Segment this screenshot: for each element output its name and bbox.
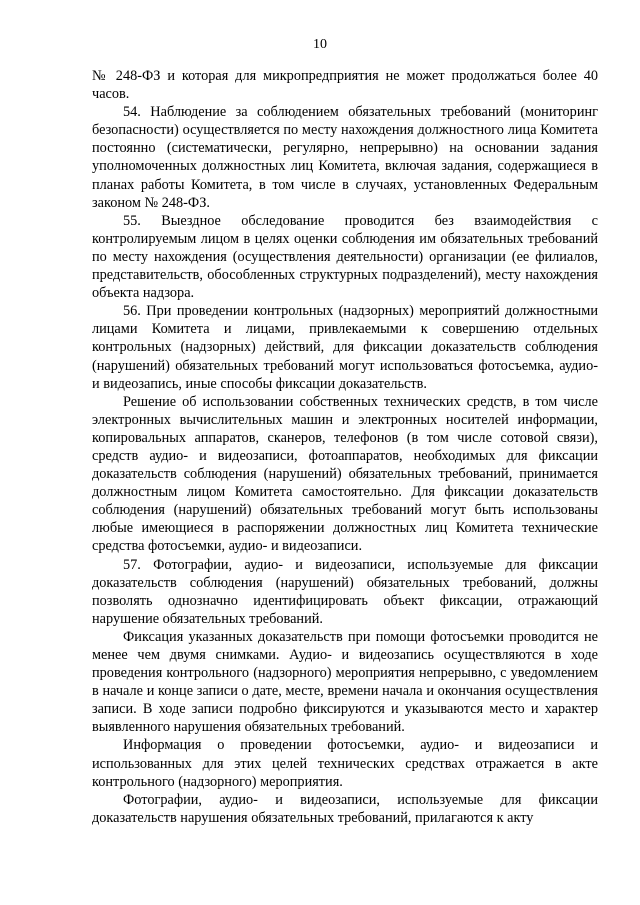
paragraph-photo-fixation: Фиксация указанных доказательств при помощи фотосъемки проводится не менее чем двумя снимками. Аудио- и видеозапись осуществляются в ходе проведения контрольного (надзорного) мероприятия непрерывно, с уведомлением в начале и конце записи о дате, месте, времени начала и окончания осуществления записи. В ходе записи подробно фиксируются и указываются место и характер выявленного нарушения обязательных требований. bbox=[92, 628, 598, 736]
paragraph-continuation: № 248-ФЗ и которая для микропредприятия не может продолжаться более 40 часов. bbox=[92, 68, 598, 103]
paragraph-technical-means: Решение об использовании собственных технических средств, в том числе электронных вычислительных машин и электронных носителей информации, копировальных аппаратов, сканеров, телефонов (в том числе сотовой связи), средств аудио- и видеозаписи, фотоаппаратов, необходимых для фиксации доказательств соблюдения (нарушений) обязательных требований, принимается должностным лицом Комитета самостоятельно. Для фиксации доказательств соблюдения (нарушений) обязательных требований могут быть использованы любые имеющиеся в распоряжении должностных лиц Комитета технические средства фотосъемки, аудио- и видеозаписи. bbox=[92, 393, 598, 555]
document-body bbox=[92, 67, 598, 827]
paragraph-act-information: Информация о проведении фотосъемки, аудио- и видеозаписи и использованных для этих целей технических средствах отражается в акте контрольного (надзорного) мероприятия. bbox=[92, 737, 598, 790]
paragraph-54-monitoring: 54. Наблюдение за соблюдением обязательных требований (мониторинг безопасности) осуществляется по месту нахождения должностного лица Комитета постоянно (систематически, регулярно, непрерывно) на основании задания уполномоченных должностных лиц Комитета, включая задания, содержащиеся в планах работы Комитета, в том числе в случаях, установленных Федеральным законом № 248-ФЗ. bbox=[92, 104, 598, 211]
paragraph-55-field-inspection: 55. Выездное обследование проводится без взаимодействия с контролируемым лицом в целях оценки соблюдения им обязательных требований по месту нахождения (осуществления деятельности) организации (ее филиалов, представительств, обособленных структурных подразделений), месту нахождения объекта надзора. bbox=[92, 212, 598, 302]
paragraph-57-photo-video: 57. Фотографии, аудио- и видеозаписи, используемые для фиксации доказательств соблюдения (нарушений) обязательных требований, должны позволять однозначно идентифицировать объект фиксации, отражающий нарушение обязательных требований. bbox=[92, 556, 598, 627]
paragraph-attachments: Фотографии, аудио- и видеозаписи, используемые для фиксации доказательств нарушения обязательных требований, прилагаются к акту bbox=[92, 791, 598, 826]
paragraph-56-evidence-recording: 56. При проведении контрольных (надзорных) мероприятий должностными лицами Комитета и лицами, привлекаемыми к совершению отдельных контрольных (надзорных) действий, для фиксации доказательств соблюдения (нарушений) обязательных требований могут использоваться фотосъемка, аудио- и видеозапись, иные способы фиксации доказательств. bbox=[92, 303, 598, 392]
page-number: 10 bbox=[313, 37, 327, 52]
